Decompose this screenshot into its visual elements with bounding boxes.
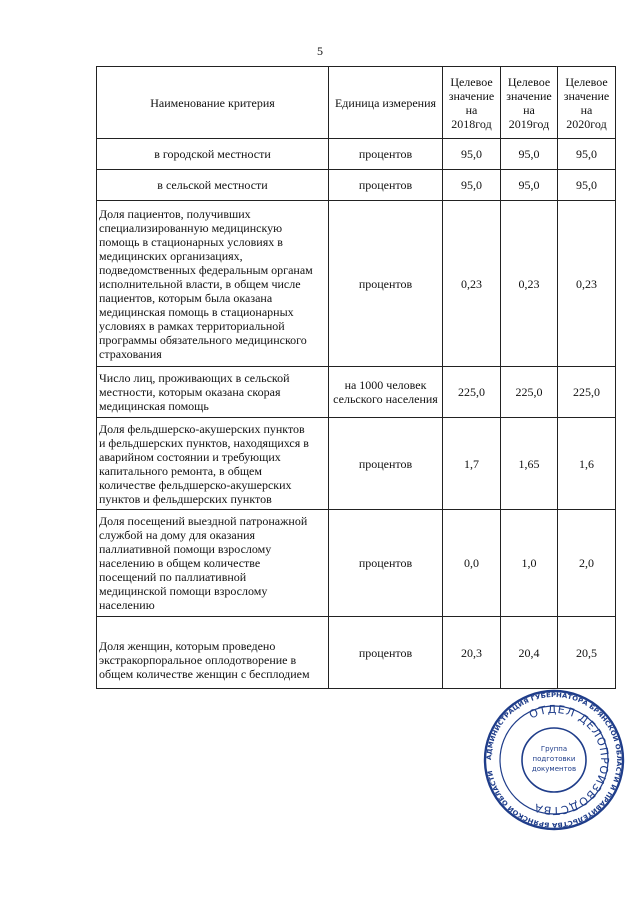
svg-text:Группа: Группа — [540, 745, 568, 753]
header-2018: Целевое значение на 2018год — [443, 67, 501, 139]
svg-text:документов: документов — [531, 765, 577, 773]
header-unit: Единица измерения — [329, 67, 443, 139]
header-name: Наименование критерия — [97, 67, 329, 139]
page-number: 5 — [317, 44, 323, 58]
table-header-row — [97, 67, 616, 139]
table-row: Доля женщин, которым проведено экстракорпоральное оплодотворение в общем количестве женщин с бесплодием процентов 20,3 20,4 20,5 — [97, 617, 616, 689]
table-row: Число лиц, проживающих в сельской местности, которым оказана скорая медицинская помощь на 1000 человек сельского населения 225,0 225,0 225,0 — [97, 367, 616, 418]
stamp-seal-graphic — [483, 689, 625, 831]
table-row: в сельской местности процентов 95,0 95,0 95,0 — [97, 170, 616, 201]
header-2020: Целевое значение на 2020год — [558, 67, 616, 139]
table-row: Доля посещений выездной патронажной службой на дому для оказания паллиативной помощи взрослому населению в общем количестве посещений по паллиативной медицинской помощи взрослому населению процентов 0,0 1,0 2,0 — [97, 510, 616, 617]
table-row: в городской местности процентов 95,0 95,0 95,0 — [97, 139, 616, 170]
criteria-table — [96, 66, 616, 689]
table-row: Доля фельдшерско-акушерских пунктов и фельдшерских пунктов, находящихся в аварийном состоянии и требующих капитального ремонта, в общем количестве фельдшерско-акушерских пунктов и фельдшерских пунктов процентов 1,7 1,65 1,6 — [97, 418, 616, 510]
official-stamp — [483, 689, 625, 831]
svg-text:ОТДЕЛ ДЕЛОПРОИЗВОДСТВА: ОТДЕЛ ДЕЛОПРОИЗВОДСТВА — [527, 702, 612, 818]
table-row: Доля пациентов, получивших специализированную медицинскую помощь в стационарных условиях в медицинских организациях, подведомственных федеральным органам исполнительной власти, в общем числе пациентов, которым была оказана медицинская помощь в стационарных условиях в рамках территориальной программы обязательного медицинского страхования процентов 0,23 0,23 0,23 — [97, 201, 616, 367]
svg-text:подготовки: подготовки — [532, 755, 576, 763]
svg-text:АДМИНИСТРАЦИЯ ГУБЕРНАТОРА БРЯН: АДМИНИСТРАЦИЯ ГУБЕРНАТОРА БРЯНСКОЙ ОБЛАСТИ И ПРАВИТЕЛЬСТВА БРЯНСКОЙ ОБЛАСТИ — [485, 691, 623, 829]
header-2019: Целевое значение на 2019год — [501, 67, 558, 139]
